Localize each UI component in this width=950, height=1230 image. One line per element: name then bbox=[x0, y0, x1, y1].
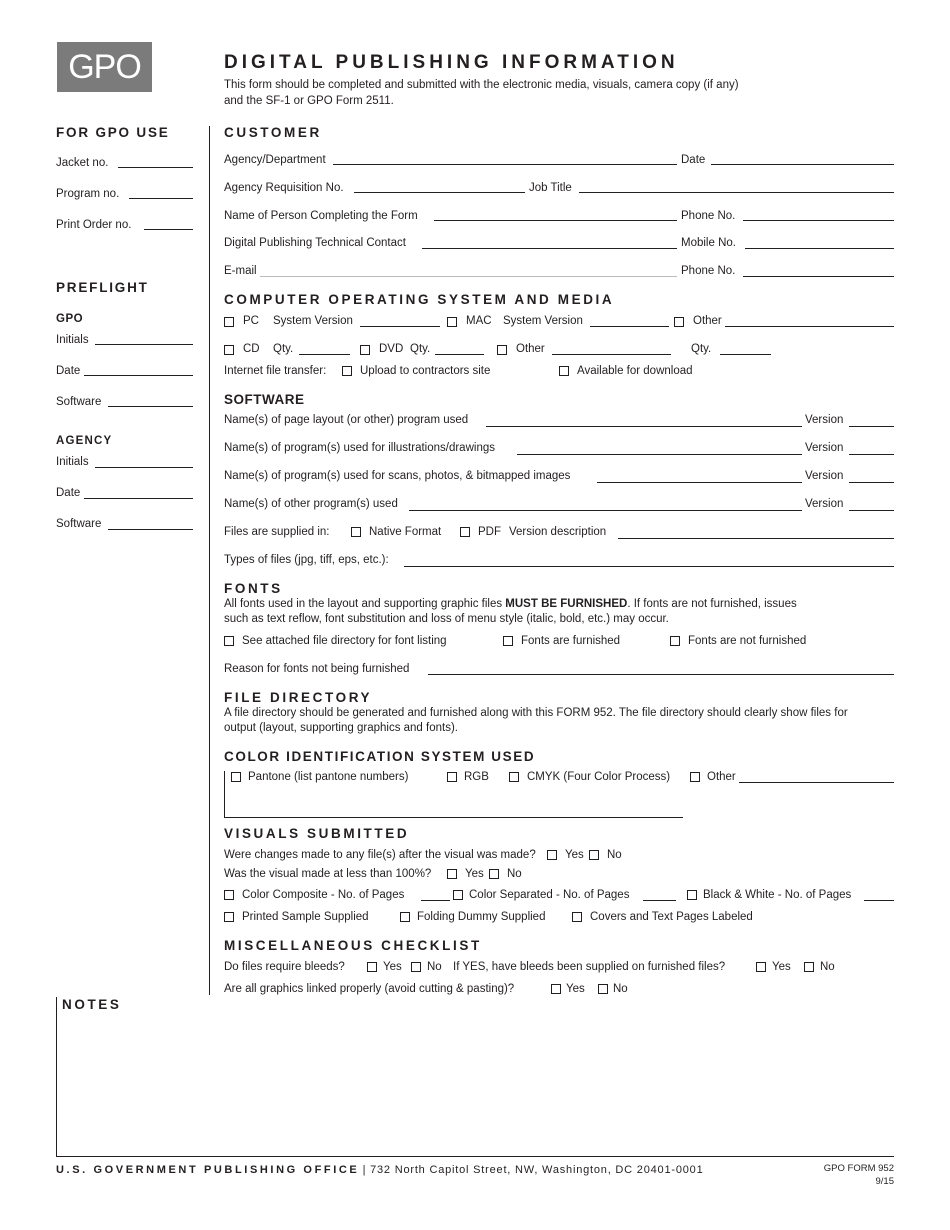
cd-qty-label: Qty. bbox=[273, 343, 294, 355]
date-label: Date bbox=[681, 154, 706, 166]
graphics-linked-yes-label: Yes bbox=[566, 983, 585, 995]
media-other-label: Other bbox=[516, 343, 545, 355]
graphics-linked-label: Are all graphics linked properly (avoid cutting & pasting)? bbox=[224, 983, 515, 995]
graphics-linked-no-label: No bbox=[613, 983, 628, 995]
black-white-field[interactable] bbox=[864, 900, 894, 901]
os-other-field[interactable] bbox=[725, 326, 894, 327]
file-directory-text-2: output (layout, supporting graphics and fonts). bbox=[224, 722, 458, 734]
upload-label: Upload to contractors site bbox=[360, 365, 491, 377]
mobile-field[interactable] bbox=[745, 248, 894, 249]
file-directory-text-1: A file directory should be generated and furnished along with this FORM 952. The file directory should clearly show files for bbox=[224, 707, 848, 719]
gpo-software-label: Software bbox=[56, 396, 102, 408]
rgb-label: RGB bbox=[464, 771, 489, 783]
pdf-label: PDF bbox=[478, 526, 501, 538]
software-row-3-field[interactable] bbox=[597, 482, 802, 483]
folding-dummy-label: Folding Dummy Supplied bbox=[417, 911, 546, 923]
font-directory-label: See attached file directory for font listing bbox=[242, 635, 447, 647]
notes-box-left[interactable] bbox=[56, 997, 57, 1157]
pdf-checkbox[interactable] bbox=[460, 527, 470, 537]
visuals-q1-yes-label: Yes bbox=[565, 849, 584, 861]
misc-heading: MISCELLANEOUS CHECKLIST bbox=[224, 938, 482, 953]
bleeds-supplied-yes-label: Yes bbox=[772, 961, 791, 973]
black-white-checkbox[interactable] bbox=[687, 890, 697, 900]
form-number: GPO FORM 952 bbox=[823, 1163, 894, 1174]
os-other-checkbox[interactable] bbox=[674, 317, 684, 327]
visuals-q2-no-checkbox[interactable] bbox=[489, 869, 499, 879]
agency-software-field[interactable] bbox=[108, 529, 193, 530]
media-other-checkbox[interactable] bbox=[497, 345, 507, 355]
files-supplied-label: Files are supplied in: bbox=[224, 526, 330, 538]
internet-transfer-label: Internet file transfer: bbox=[224, 365, 327, 377]
job-title-label: Job Title bbox=[529, 182, 572, 194]
footer-address: | 732 North Capitol Street, NW, Washington, DC 20401-0001 bbox=[362, 1164, 704, 1176]
native-format-label: Native Format bbox=[369, 526, 442, 538]
agency-date-field[interactable] bbox=[84, 498, 193, 499]
covers-labeled-label: Covers and Text Pages Labeled bbox=[590, 911, 753, 923]
visuals-q1-yes-checkbox[interactable] bbox=[547, 850, 557, 860]
pantone-checkbox[interactable] bbox=[231, 772, 241, 782]
color-other-field[interactable] bbox=[739, 782, 894, 783]
job-title-field[interactable] bbox=[579, 192, 894, 193]
gpo-date-field[interactable] bbox=[84, 375, 193, 376]
bleeds-supplied-no-label: No bbox=[820, 961, 835, 973]
software-row-3-version-label: Version bbox=[805, 470, 844, 482]
visuals-q2-no-label: No bbox=[507, 868, 522, 880]
cmyk-checkbox[interactable] bbox=[509, 772, 519, 782]
bleeds-label: Do files require bleeds? bbox=[224, 961, 345, 973]
email-field[interactable] bbox=[260, 276, 677, 277]
agency-software-label: Software bbox=[56, 518, 102, 530]
jacket-field[interactable] bbox=[118, 167, 193, 168]
fonts-furnished-label: Fonts are furnished bbox=[521, 635, 621, 647]
date-field[interactable] bbox=[711, 164, 894, 165]
mac-checkbox[interactable] bbox=[447, 317, 457, 327]
pantone-label: Pantone (list pantone numbers) bbox=[248, 771, 409, 783]
notes-heading: NOTES bbox=[62, 997, 122, 1012]
visuals-q2-yes-checkbox[interactable] bbox=[447, 869, 457, 879]
software-row-4-field[interactable] bbox=[409, 510, 802, 511]
jacket-label: Jacket no. bbox=[56, 157, 109, 169]
mac-label: MAC bbox=[466, 315, 492, 327]
fonts-not-furnished-label: Fonts are not furnished bbox=[688, 635, 807, 647]
download-label: Available for download bbox=[577, 365, 693, 377]
folding-dummy-checkbox[interactable] bbox=[400, 912, 410, 922]
media-other-qty-label: Qty. bbox=[691, 343, 712, 355]
media-other-qty-field[interactable] bbox=[720, 354, 771, 355]
native-format-checkbox[interactable] bbox=[351, 527, 361, 537]
pc-label: PC bbox=[243, 315, 259, 327]
tech-contact-field[interactable] bbox=[422, 248, 677, 249]
cd-qty-field[interactable] bbox=[299, 354, 350, 355]
version-description-field[interactable] bbox=[618, 538, 894, 539]
cmyk-label: CMYK (Four Color Process) bbox=[527, 771, 671, 783]
mobile-label: Mobile No. bbox=[681, 237, 736, 249]
software-row-3-label: Name(s) of program(s) used for scans, photos, & bitmapped images bbox=[224, 470, 571, 482]
font-directory-checkbox[interactable] bbox=[224, 636, 234, 646]
intro-line-2: and the SF-1 or GPO Form 2511. bbox=[224, 95, 394, 107]
color-composite-checkbox[interactable] bbox=[224, 890, 234, 900]
gpo-use-heading: FOR GPO USE bbox=[56, 125, 170, 140]
bleeds-no-label: No bbox=[427, 961, 442, 973]
gpo-initials-label: Initials bbox=[56, 334, 89, 346]
upload-checkbox[interactable] bbox=[342, 366, 352, 376]
program-field[interactable] bbox=[129, 198, 193, 199]
version-description-label: Version description bbox=[509, 526, 607, 538]
pantone-box-left bbox=[224, 771, 225, 818]
pantone-box-bottom bbox=[224, 817, 683, 818]
phone2-field[interactable] bbox=[743, 276, 894, 277]
graphics-linked-yes-checkbox[interactable] bbox=[551, 984, 561, 994]
color-other-label: Other bbox=[707, 771, 736, 783]
color-separated-checkbox[interactable] bbox=[453, 890, 463, 900]
color-separated-field[interactable] bbox=[643, 900, 676, 901]
fonts-not-furnished-checkbox[interactable] bbox=[670, 636, 680, 646]
cd-label: CD bbox=[243, 343, 260, 355]
gpo-initials-field[interactable] bbox=[95, 344, 193, 345]
software-row-1-label: Name(s) of page layout (or other) program used bbox=[224, 414, 469, 426]
software-row-2-version-field[interactable] bbox=[849, 454, 894, 455]
software-row-4-label: Name(s) of other program(s) used bbox=[224, 498, 398, 510]
black-white-label: Black & White - No. of Pages bbox=[703, 889, 852, 901]
fonts-must-be-furnished: MUST BE FURNISHED bbox=[505, 598, 628, 610]
tech-contact-label: Digital Publishing Technical Contact bbox=[224, 237, 406, 249]
color-composite-label: Color Composite - No. of Pages bbox=[242, 889, 405, 901]
visuals-q1-label: Were changes made to any file(s) after the visual was made? bbox=[224, 849, 536, 861]
bleeds-yes-checkbox[interactable] bbox=[367, 962, 377, 972]
visuals-heading: VISUALS SUBMITTED bbox=[224, 826, 410, 841]
mac-version-field[interactable] bbox=[590, 326, 669, 327]
media-other-field[interactable] bbox=[552, 354, 671, 355]
visuals-q1-no-checkbox[interactable] bbox=[589, 850, 599, 860]
phone-field[interactable] bbox=[743, 220, 894, 221]
dvd-qty-field[interactable] bbox=[435, 354, 484, 355]
os-other-label: Other bbox=[693, 315, 722, 327]
software-heading: SOFTWARE bbox=[224, 392, 305, 407]
agency-initials-field[interactable] bbox=[95, 467, 193, 468]
footer-org: U.S. GOVERNMENT PUBLISHING OFFICE bbox=[56, 1164, 360, 1176]
pc-version-field[interactable] bbox=[360, 326, 440, 327]
software-row-2-version-label: Version bbox=[805, 442, 844, 454]
pc-version-label: System Version bbox=[273, 315, 353, 327]
fonts-heading: FONTS bbox=[224, 581, 283, 596]
printed-sample-checkbox[interactable] bbox=[224, 912, 234, 922]
bleeds-supplied-label: If YES, have bleeds been supplied on furnished files? bbox=[453, 961, 726, 973]
cd-checkbox[interactable] bbox=[224, 345, 234, 355]
covers-labeled-checkbox[interactable] bbox=[572, 912, 582, 922]
intro-line-1: This form should be completed and submitted with the electronic media, visuals, camera copy (if any) bbox=[224, 79, 739, 91]
rgb-checkbox[interactable] bbox=[447, 772, 457, 782]
file-directory-heading: FILE DIRECTORY bbox=[224, 690, 373, 705]
gpo-date-label: Date bbox=[56, 365, 81, 377]
email-label: E-mail bbox=[224, 265, 257, 277]
preflight-agency-heading: AGENCY bbox=[56, 435, 113, 447]
fonts-text-line-1: All fonts used in the layout and supporting graphic files MUST BE FURNISHED. If fonts are not furnished, issues bbox=[224, 598, 797, 610]
color-heading: COLOR IDENTIFICATION SYSTEM USED bbox=[224, 749, 536, 764]
person-completing-label: Name of Person Completing the Form bbox=[224, 210, 418, 222]
software-row-2-field[interactable] bbox=[517, 454, 802, 455]
fonts-reason-field[interactable] bbox=[428, 674, 894, 675]
software-row-1-version-label: Version bbox=[805, 414, 844, 426]
print-order-label: Print Order no. bbox=[56, 219, 132, 231]
dvd-checkbox[interactable] bbox=[360, 345, 370, 355]
software-row-1-version-field[interactable] bbox=[849, 426, 894, 427]
file-types-field[interactable] bbox=[404, 566, 894, 567]
pc-checkbox[interactable] bbox=[224, 317, 234, 327]
download-checkbox[interactable] bbox=[559, 366, 569, 376]
agency-department-label: Agency/Department bbox=[224, 154, 326, 166]
software-row-4-version-label: Version bbox=[805, 498, 844, 510]
fonts-text-line-2: such as text reflow, font substitution and loss of menu style (italic, bold, etc.) may occur. bbox=[224, 613, 669, 625]
bleeds-yes-label: Yes bbox=[383, 961, 402, 973]
printed-sample-label: Printed Sample Supplied bbox=[242, 911, 369, 923]
bleeds-supplied-yes-checkbox[interactable] bbox=[756, 962, 766, 972]
visuals-q2-label: Was the visual made at less than 100%? bbox=[224, 868, 432, 880]
color-composite-field[interactable] bbox=[421, 900, 450, 901]
phone2-label: Phone No. bbox=[681, 265, 736, 277]
agency-requisition-field[interactable] bbox=[354, 192, 525, 193]
form-revision: 9/15 bbox=[875, 1176, 894, 1187]
customer-heading: CUSTOMER bbox=[224, 125, 322, 140]
graphics-linked-no-checkbox[interactable] bbox=[598, 984, 608, 994]
mac-version-label: System Version bbox=[503, 315, 583, 327]
preflight-gpo-heading: GPO bbox=[56, 313, 84, 325]
file-types-label: Types of files (jpg, tiff, eps, etc.): bbox=[224, 554, 389, 566]
preflight-heading: PREFLIGHT bbox=[56, 280, 149, 295]
gpo-software-field[interactable] bbox=[108, 406, 193, 407]
bleeds-no-checkbox[interactable] bbox=[411, 962, 421, 972]
fonts-reason-label: Reason for fonts not being furnished bbox=[224, 663, 410, 675]
agency-date-label: Date bbox=[56, 487, 81, 499]
program-label: Program no. bbox=[56, 188, 120, 200]
agency-initials-label: Initials bbox=[56, 456, 89, 468]
software-row-3-version-field[interactable] bbox=[849, 482, 894, 483]
bleeds-supplied-no-checkbox[interactable] bbox=[804, 962, 814, 972]
person-completing-field[interactable] bbox=[434, 220, 677, 221]
notes-box-bottom bbox=[56, 1156, 894, 1157]
column-divider bbox=[209, 126, 210, 995]
software-row-2-label: Name(s) of program(s) used for illustrations/drawings bbox=[224, 442, 495, 454]
dvd-label: DVD bbox=[379, 343, 404, 355]
software-row-1-field[interactable] bbox=[486, 426, 802, 427]
color-separated-label: Color Separated - No. of Pages bbox=[469, 889, 630, 901]
agency-requisition-label: Agency Requisition No. bbox=[224, 182, 344, 194]
fonts-furnished-checkbox[interactable] bbox=[503, 636, 513, 646]
phone-label: Phone No. bbox=[681, 210, 736, 222]
visuals-q2-yes-label: Yes bbox=[465, 868, 484, 880]
color-other-checkbox[interactable] bbox=[690, 772, 700, 782]
os-media-heading: COMPUTER OPERATING SYSTEM AND MEDIA bbox=[224, 292, 615, 307]
agency-department-field[interactable] bbox=[333, 164, 677, 165]
software-row-4-version-field[interactable] bbox=[849, 510, 894, 511]
print-order-field[interactable] bbox=[144, 229, 193, 230]
dvd-qty-label: Qty. bbox=[410, 343, 431, 355]
visuals-q1-no-label: No bbox=[607, 849, 622, 861]
footer-line bbox=[56, 1164, 704, 1176]
gpo-logo: GPO bbox=[57, 42, 152, 92]
page-title: DIGITAL PUBLISHING INFORMATION bbox=[224, 52, 679, 73]
